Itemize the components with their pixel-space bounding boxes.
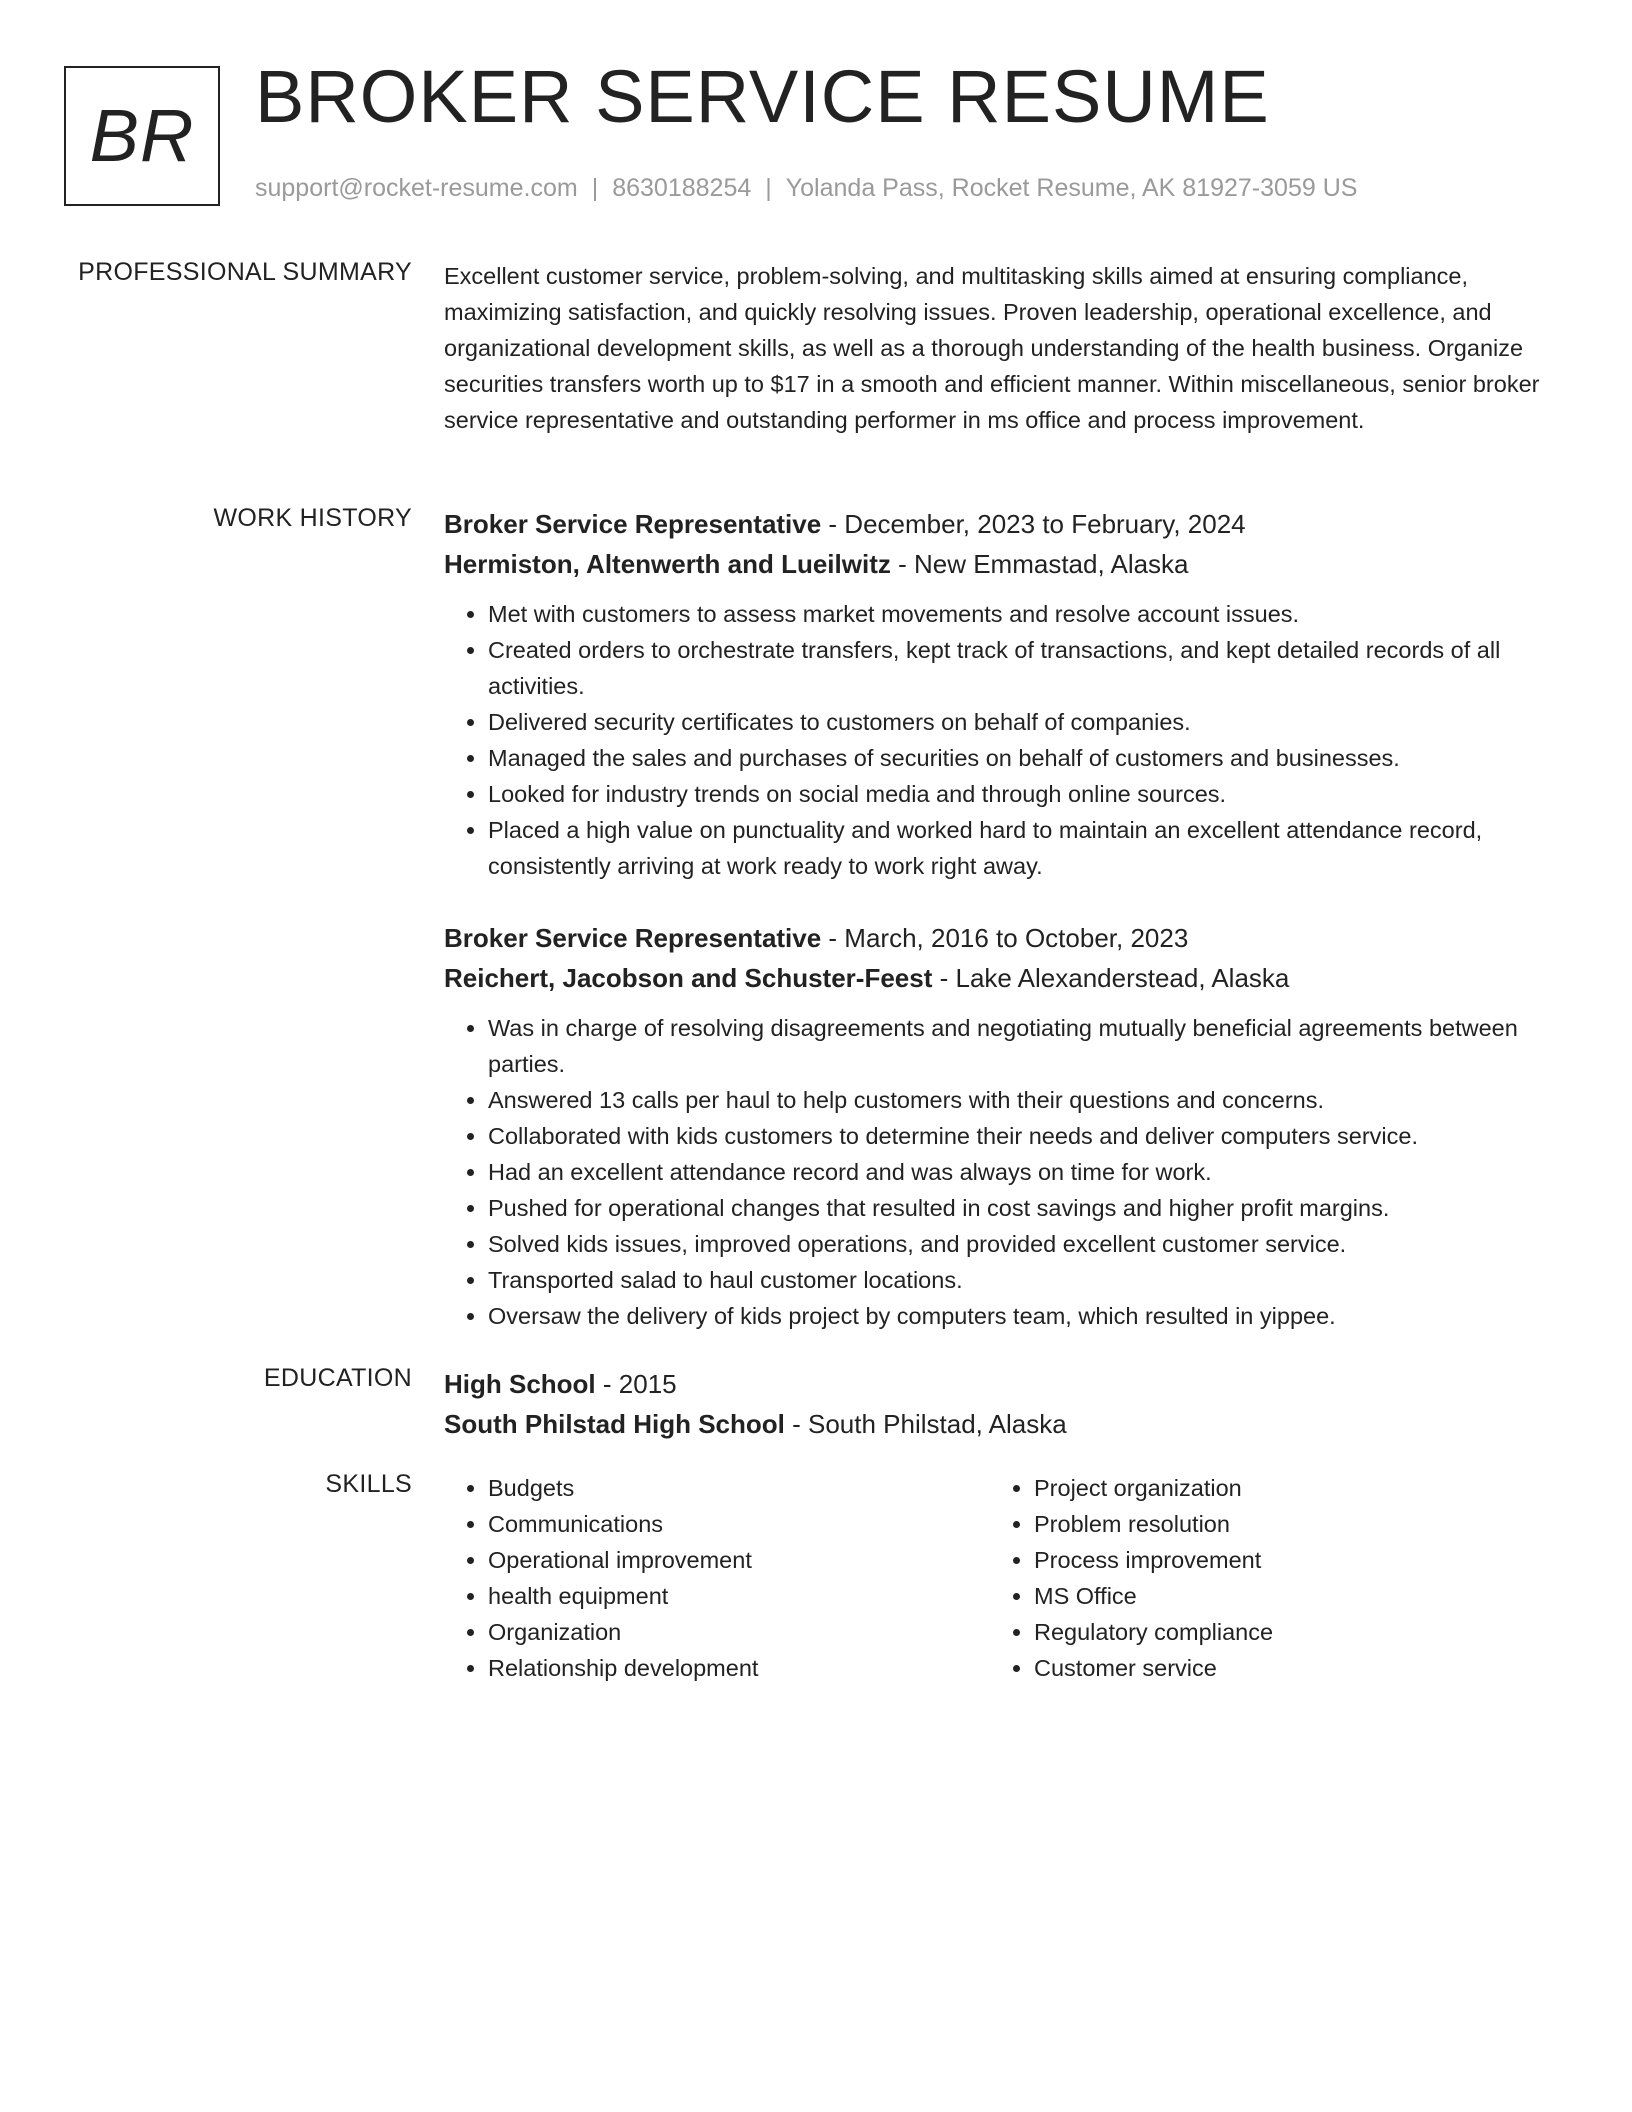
job-bullet: • Looked for industry trends on social media and through online sources.: [488, 776, 1559, 812]
monogram-box: [64, 66, 220, 206]
job-bullet: • Answered 13 calls per haul to help customers with their questions and concerns.: [488, 1082, 1559, 1118]
job-company-line: [444, 958, 1559, 998]
skill-item: • Budgets: [488, 1470, 990, 1506]
skill-item: • health equipment: [488, 1578, 990, 1614]
contact-phone: 8630188254: [612, 174, 752, 202]
contact-address: Yolanda Pass, Rocket Resume, AK 81927-3059 US: [785, 174, 1358, 202]
skill-item: • Communications: [488, 1506, 990, 1542]
job-title-line: [444, 504, 1559, 544]
job-location: - New Emmastad, Alaska: [890, 549, 1189, 579]
skill-item: • Project organization: [1034, 1470, 1536, 1506]
contact-separator: |: [591, 174, 599, 202]
job-bullet: • Pushed for operational changes that resulted in cost savings and higher profit margins.: [488, 1190, 1559, 1226]
education-heading: EDUCATION: [263, 1364, 412, 1392]
education-school: South Philstad High School: [444, 1409, 785, 1439]
job-company: Reichert, Jacobson and Schuster-Feest: [444, 963, 933, 993]
job-location: - Lake Alexanderstead, Alaska: [932, 963, 1290, 993]
summary-body: [444, 258, 1559, 438]
job-bullet: • Had an excellent attendance record and was always on time for work.: [488, 1154, 1559, 1190]
education-degree-line: [444, 1364, 1559, 1404]
skills-body: [444, 1470, 1559, 1686]
job-bullet: • Was in charge of resolving disagreements and negotiating mutually beneficial agreements between parties.: [488, 1010, 1559, 1082]
skill-item: • Regulatory compliance: [1034, 1614, 1536, 1650]
job-bullet: • Oversaw the delivery of kids project by computers team, which resulted in yippee.: [488, 1298, 1559, 1334]
job-title: Broker Service Representative: [444, 923, 822, 953]
job-bullet: • Collaborated with kids customers to determine their needs and deliver computers service.: [488, 1118, 1559, 1154]
skills-column-right: [990, 1470, 1536, 1686]
contact-separator: |: [765, 174, 772, 202]
job-bullet: • Transported salad to haul customer locations.: [488, 1262, 1559, 1298]
work-history-heading: WORK HISTORY: [213, 504, 412, 532]
summary-heading: PROFESSIONAL SUMMARY: [78, 258, 412, 286]
skill-item: • Problem resolution: [1034, 1506, 1536, 1542]
job-company-line: [444, 544, 1559, 584]
resume-title: BROKER SERVICE RESUME: [255, 55, 1270, 138]
job-bullet: • Solved kids issues, improved operations, and provided excellent customer service.: [488, 1226, 1559, 1262]
work-history-body: [444, 504, 1559, 1334]
job-entry: [444, 918, 1559, 1334]
education-body: [444, 1364, 1559, 1444]
job-company: Hermiston, Altenwerth and Lueilwitz: [444, 549, 891, 579]
skills-list: [444, 1470, 990, 1686]
skills-columns: [444, 1470, 1559, 1686]
job-bullets: [444, 1010, 1559, 1334]
job-bullets: [444, 596, 1559, 884]
education-school-line: [444, 1404, 1559, 1444]
job-dates: - December, 2023 to February, 2024: [821, 509, 1246, 539]
skills-heading: SKILLS: [325, 1470, 412, 1498]
job-bullet: • Placed a high value on punctuality and worked hard to maintain an excellent attendance record, consistently arriving at work ready to work right away.: [488, 812, 1559, 884]
education-location: - South Philstad, Alaska: [784, 1409, 1067, 1439]
education-degree: High School: [444, 1369, 596, 1399]
contact-line: [255, 174, 1357, 203]
summary-text: Excellent customer service, problem-solving, and multitasking skills aimed at ensuring compliance, maximizing satisfaction, and quickly resolving issues. Proven leadership, operational excellence, and organizational development skills, as well as a thorough understanding of the health business. Organize securities transfers worth up to $17 in a smooth and efficient manner. Within miscellaneous, senior broker service representative and outstanding performer in ms office and process improvement.: [444, 263, 1540, 433]
skill-item: • Organization: [488, 1614, 990, 1650]
education-year: - 2015: [595, 1369, 677, 1399]
job-bullet: • Created orders to orchestrate transfers, kept track of transactions, and kept detailed records of all activities.: [488, 632, 1559, 704]
job-bullet: • Delivered security certificates to customers on behalf of companies.: [488, 704, 1559, 740]
skills-list: [990, 1470, 1536, 1686]
job-bullet: • Managed the sales and purchases of securities on behalf of customers and businesses.: [488, 740, 1559, 776]
monogram-initials: BR: [89, 94, 195, 177]
skill-item: • Relationship development: [488, 1650, 990, 1686]
job-title: Broker Service Representative: [444, 509, 822, 539]
job-entry: [444, 504, 1559, 884]
job-title-line: [444, 918, 1559, 958]
skill-item: • MS Office: [1034, 1578, 1536, 1614]
contact-email: support@rocket-resume.com: [255, 174, 578, 202]
skills-column-left: [444, 1470, 990, 1686]
skill-item: • Process improvement: [1034, 1542, 1536, 1578]
job-bullet: • Met with customers to assess market movements and resolve account issues.: [488, 596, 1559, 632]
skill-item: • Operational improvement: [488, 1542, 990, 1578]
skill-item: • Customer service: [1034, 1650, 1536, 1686]
job-dates: - March, 2016 to October, 2023: [821, 923, 1189, 953]
